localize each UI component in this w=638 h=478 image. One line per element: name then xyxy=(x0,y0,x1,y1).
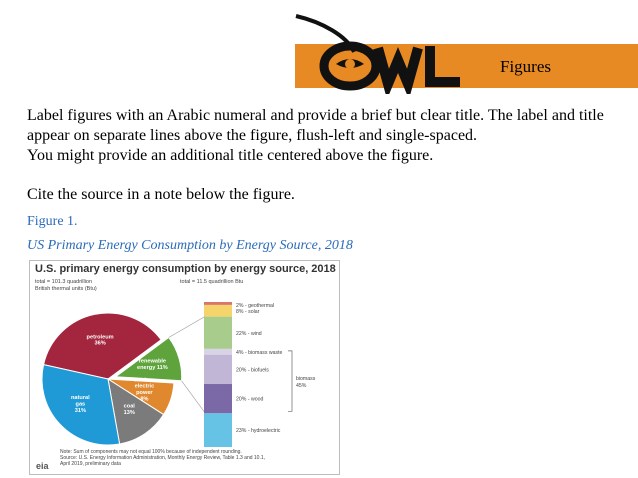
bar-label-biomass-waste: 4% - biomass waste xyxy=(236,349,283,356)
page-title: Figures xyxy=(500,57,551,76)
chart-note-line3: April 2019, preliminary data xyxy=(60,461,121,467)
eia-logo: eia xyxy=(36,461,49,471)
energy-chart xyxy=(30,261,339,474)
bar-segment-biomass-waste xyxy=(204,349,232,355)
chart-total-right: total = 11.5 quadrillion Btu xyxy=(180,279,244,285)
energy-figure xyxy=(29,260,340,475)
bar-label-wind: 22% - wind xyxy=(236,330,262,337)
pie-label-renewable-energy: renewable energy 11% xyxy=(136,358,168,372)
figure-title: US Primary Energy Consumption by Energy Source, 2018 xyxy=(27,238,353,253)
chart-units: British thermal units (Btu) xyxy=(35,286,97,292)
chart-note xyxy=(60,449,332,467)
biomass-label: biomass xyxy=(296,376,316,383)
bar-label-geothermal: 2% - geothermal xyxy=(236,303,275,309)
bar-segment-hydroelectric xyxy=(204,413,232,447)
owl-logo xyxy=(292,14,502,94)
pie-label-nuclear-electric-power: nuclear electric power 8% xyxy=(134,377,155,403)
bar-label-hydroelectric: 23% - hydroelectric xyxy=(236,428,281,435)
bar-label-wood: 20% - wood xyxy=(236,396,264,403)
bar-segment-wood xyxy=(204,384,232,413)
bar-label-biofuels: 20% - biofuels xyxy=(236,367,269,374)
figure-label: Figure 1. xyxy=(27,214,78,229)
pie-label-natural-gas: natural gas 31% xyxy=(71,395,90,414)
bar-segment-biofuels xyxy=(204,355,232,384)
bar-segment-solar xyxy=(204,305,232,317)
instruction-paragraph-label: Label figures with an Arabic numeral and provide a brief but clear title. The label and title appear on separate lines above the figure, flush-left and single-spaced. xyxy=(27,107,604,144)
instruction-paragraph-cite: Cite the source in a note below the figure. xyxy=(27,186,295,203)
chart-note-line2: Source: U.S. Energy Information Administration, Monthly Energy Review, Table 1.3 and 10.1, xyxy=(60,455,266,461)
bar-segment-wind xyxy=(204,317,232,349)
pie-label-petroleum: petroleum 36% xyxy=(86,334,114,347)
biomass-percent: 45% xyxy=(296,383,307,390)
chart-heading: U.S. primary energy consumption by energy source, 2018 xyxy=(35,263,336,275)
biomass-bracket xyxy=(288,351,292,411)
chart-total-left: total = 101.3 quadrillion xyxy=(35,279,93,285)
instruction-paragraph-centered-title: You might provide an additional title centered above the figure. xyxy=(27,147,434,164)
pie-label-coal: coal 13% xyxy=(123,403,135,417)
bar-label-solar: 8% - solar xyxy=(236,308,260,315)
bar-segment-geothermal xyxy=(204,302,232,305)
chart-note-line1: Note: Sum of components may not equal 100% because of independent rounding. xyxy=(60,449,242,455)
